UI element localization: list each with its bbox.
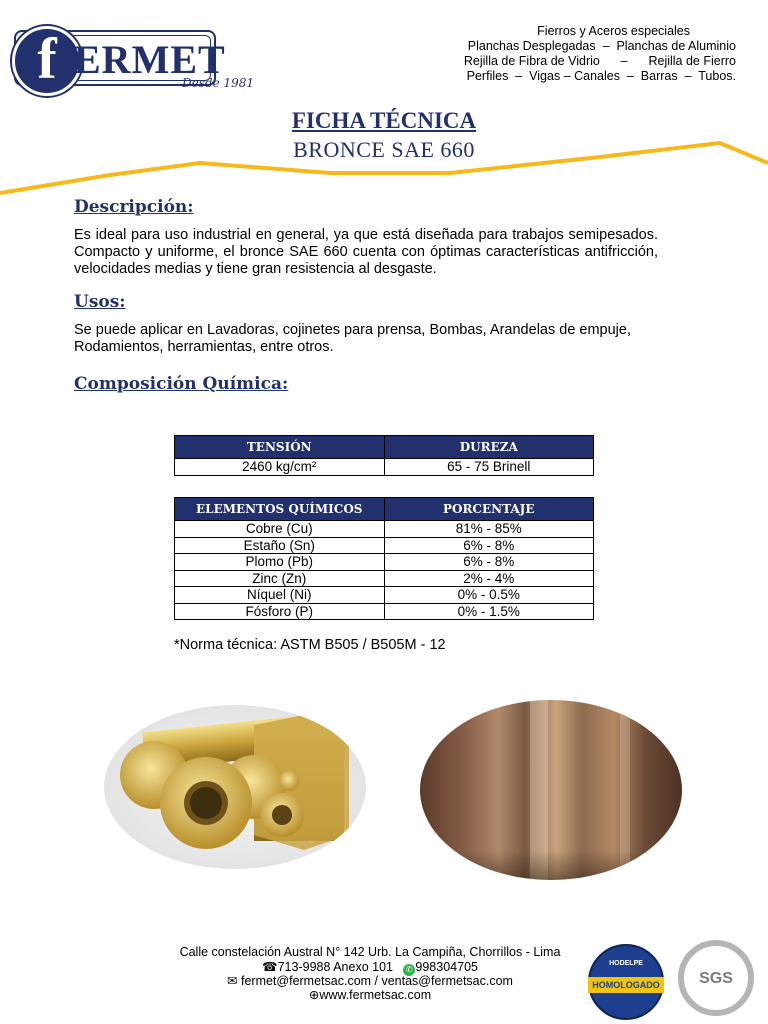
table-row bbox=[175, 587, 594, 604]
cell-element: Níquel (Ni) bbox=[175, 587, 385, 604]
brass-bars-image bbox=[104, 705, 366, 869]
globe-icon: ⊕ bbox=[308, 988, 320, 1002]
logo-since: Desde 1981 bbox=[182, 76, 255, 90]
mail-icon: ✉ bbox=[227, 974, 238, 988]
table-header-row bbox=[175, 498, 594, 521]
cell-element: Plomo (Pb) bbox=[175, 554, 385, 571]
table-row bbox=[175, 459, 594, 476]
composition-table bbox=[174, 497, 594, 620]
footer-web[interactable]: www.fermetsac.com bbox=[319, 988, 432, 1002]
footer-phone: 713-9988 Anexo 101 bbox=[277, 960, 393, 974]
phone-icon: ☎ bbox=[262, 960, 278, 974]
header-line-2: Planchas Desplegadas – Planchas de Aluminio bbox=[467, 39, 736, 53]
whatsapp-icon: ✆ bbox=[403, 964, 415, 976]
page-subtitle: BRONCE SAE 660 bbox=[293, 137, 475, 162]
header-line-3: Rejilla de Fibra de Vidrio – Rejilla de Fierro bbox=[463, 54, 736, 68]
homologado-top-text: HODELPE bbox=[609, 960, 643, 967]
norma-tecnica: *Norma técnica: ASTM B505 / B505M - 12 bbox=[174, 637, 446, 653]
table-row bbox=[175, 603, 594, 620]
header-porcentaje: PORCENTAJE bbox=[384, 498, 594, 521]
sgs-badge bbox=[678, 940, 754, 1016]
descripcion-text: Es ideal para uso industrial en general, ya que está diseñada para trabajos semipesados. Compacto y uniforme, el bronce SAE 660 cuenta con óptimas características antifricción, velocidades medias y tiene gran resistencia al desgaste. bbox=[74, 227, 658, 277]
table-row bbox=[175, 537, 594, 554]
cell-dureza: 65 - 75 Brinell bbox=[384, 459, 594, 476]
sgs-label: SGS bbox=[699, 970, 733, 987]
heading-descripcion: Descripción: bbox=[74, 197, 194, 217]
usos-text: Se puede aplicar en Lavadoras, cojinetes para prensa, Bombas, Arandelas de empuje, Rodamientos, herramientas, entre otros. bbox=[74, 322, 631, 355]
cell-element: Zinc (Zn) bbox=[175, 570, 385, 587]
cell-element: Estaño (Sn) bbox=[175, 537, 385, 554]
cell-percent: 81% - 85% bbox=[384, 521, 594, 538]
header-elementos: ELEMENTOS QUÍMICOS bbox=[175, 498, 385, 521]
heading-composicion: Composición Química: bbox=[74, 374, 289, 394]
logo-name: ERMET bbox=[74, 37, 226, 82]
cell-element: Cobre (Cu) bbox=[175, 521, 385, 538]
footer-email-line bbox=[160, 974, 580, 989]
cell-percent: 6% - 8% bbox=[384, 554, 594, 571]
footer-email[interactable]: fermet@fermetsac.com / ventas@fermetsac.com bbox=[240, 974, 513, 988]
cell-percent: 6% - 8% bbox=[384, 537, 594, 554]
header-line-4: Perfiles – Vigas – Canales – Barras – Tubos. bbox=[466, 69, 736, 83]
page-title: FICHA TÉCNICA bbox=[291, 108, 477, 133]
table-header-row bbox=[175, 436, 594, 459]
table-row bbox=[175, 554, 594, 571]
logo-letter: f bbox=[12, 26, 82, 96]
cell-tension: 2460 kg/cm² bbox=[175, 459, 385, 476]
header-line-1: Fierros y Aceros especiales bbox=[537, 24, 690, 38]
cell-element: Fósforo (P) bbox=[175, 603, 385, 620]
properties-table bbox=[174, 435, 594, 476]
homologado-label: HOMOLOGADO bbox=[588, 977, 664, 993]
table-row bbox=[175, 570, 594, 587]
header-dureza: DUREZA bbox=[384, 436, 594, 459]
footer-whatsapp: 998304705 bbox=[415, 960, 478, 974]
header-tension: TENSIÓN bbox=[175, 436, 385, 459]
homologado-badge bbox=[588, 944, 664, 1020]
bronze-bar-image bbox=[420, 700, 682, 880]
footer-web-line bbox=[160, 988, 580, 1003]
cell-percent: 0% - 0.5% bbox=[384, 587, 594, 604]
footer-address: Calle constelación Austral N° 142 Urb. La Campiña, Chorrillos - Lima bbox=[179, 945, 561, 959]
table-row bbox=[175, 521, 594, 538]
cell-percent: 2% - 4% bbox=[384, 570, 594, 587]
heading-usos: Usos: bbox=[74, 292, 126, 312]
cell-percent: 0% - 1.5% bbox=[384, 603, 594, 620]
